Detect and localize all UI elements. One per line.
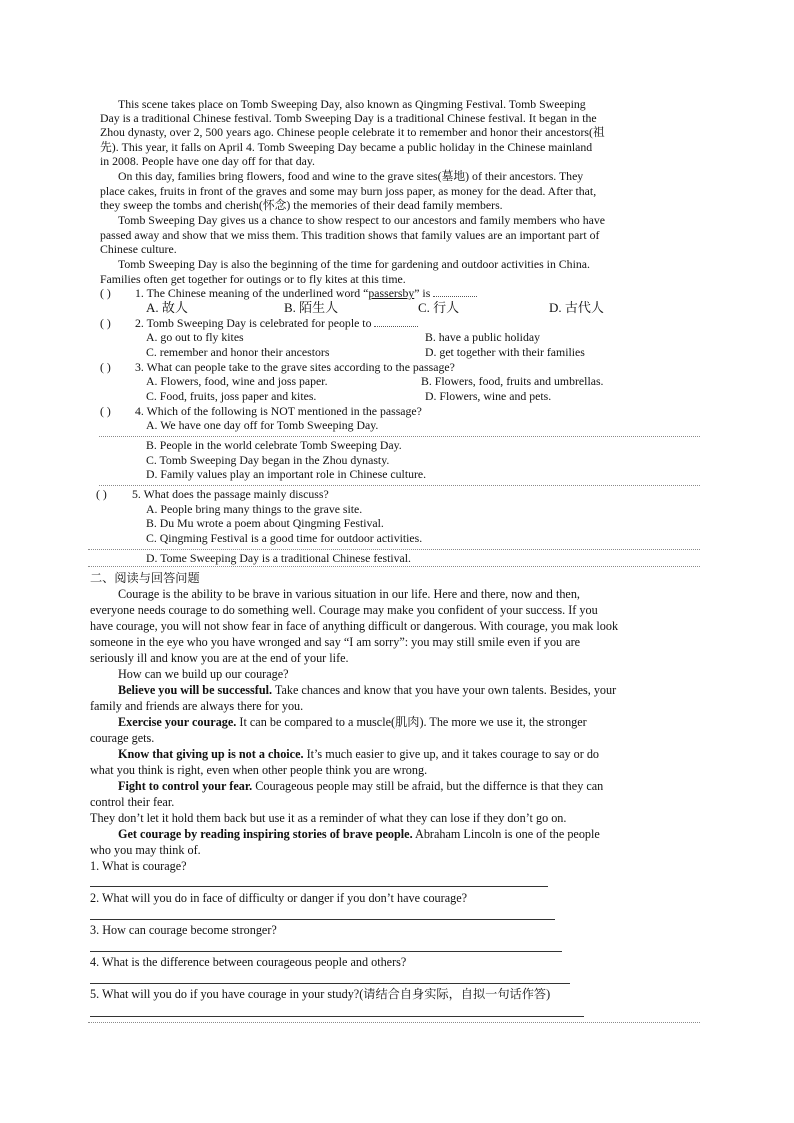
- passage-line: Day is a traditional Chinese festival. Tomb Sweeping Day is a traditional Chinese festival. It began in the: [100, 111, 597, 125]
- passage-line: place cakes, fruits in front of the graves and some may burn joss paper, as money for the dead. After that,: [100, 184, 597, 198]
- section-title: 二、阅读与回答问题: [90, 571, 200, 585]
- option-b[interactable]: B. 陌生人: [284, 300, 339, 315]
- answer-line-2[interactable]: [90, 919, 555, 920]
- option-b[interactable]: B. People in the world celebrate Tomb Sweeping Day.: [146, 438, 402, 452]
- answer-blank: [433, 286, 477, 297]
- open-question-3: 3. How can courage become stronger?: [90, 923, 277, 937]
- option-c[interactable]: C. Tomb Sweeping Day began in the Zhou dynasty.: [146, 453, 390, 467]
- tip-line: who you may think of.: [90, 843, 201, 857]
- tip-heading: Believe you will be successful.: [118, 683, 273, 697]
- option-c[interactable]: C. Food, fruits, joss paper and kites.: [146, 389, 317, 403]
- passage-line: Zhou dynasty, over 2, 500 years ago. Chinese people celebrate it to remember and honor their ancestors(祖: [100, 125, 605, 139]
- question-stem: 5. What does the passage mainly discuss?: [132, 487, 329, 501]
- option-b[interactable]: B. Flowers, food, fruits and umbrellas.: [421, 374, 604, 388]
- passage-line: someone in the eye who you have wronged and say “I am sorry”: you may still smile even if you are: [90, 635, 581, 649]
- passage-line: they sweep the tombs and cherish(怀念) the memories of their dead family members.: [100, 198, 503, 212]
- tip-line: They don’t let it hold them back but use it as a reminder of what they can lose if they don’t go on.: [90, 811, 567, 825]
- passage-line: Courage is the ability to be brave in various situation in our life. Here and there, now and then,: [118, 587, 580, 601]
- option-c[interactable]: C. Qingming Festival is a good time for outdoor activities.: [146, 531, 423, 545]
- passage-line: Families often get together for outings or to fly kites at this time.: [100, 272, 406, 286]
- open-question-2: 2. What will you do in face of difficulty or danger if you don’t have courage?: [90, 891, 468, 905]
- option-d[interactable]: D. 古代人: [549, 300, 604, 315]
- question-stem: [135, 286, 477, 300]
- tip-line: [118, 826, 600, 842]
- passage-line: Chinese culture.: [100, 242, 177, 256]
- answer-paren[interactable]: ( ): [100, 316, 111, 330]
- open-question-1: 1. What is courage?: [90, 859, 187, 873]
- option-a[interactable]: A. go out to fly kites: [146, 330, 244, 344]
- passage-line: passed away and show that we miss them. This tradition shows that family values are an important part of: [100, 228, 600, 242]
- answer-line-4[interactable]: [90, 983, 570, 984]
- option-a[interactable]: A. We have one day off for Tomb Sweeping Day.: [146, 418, 379, 432]
- question-stem: [135, 316, 418, 330]
- option-b[interactable]: B. have a public holiday: [425, 330, 540, 344]
- tip-heading: Know that giving up is not a choice.: [118, 747, 304, 761]
- stem-text: 1. The Chinese meaning of the underlined word “: [135, 286, 369, 300]
- question-stem: 4. Which of the following is NOT mentioned in the passage?: [135, 404, 422, 418]
- passage-line: 先). This year, it falls on April 4. Tomb Sweeping Day became a public holiday in the Chinese mainland: [100, 140, 593, 154]
- answer-line-3[interactable]: [90, 951, 562, 952]
- answer-paren[interactable]: ( ): [96, 487, 107, 501]
- option-c[interactable]: C. 行人: [418, 300, 460, 315]
- tip-heading: Get courage by reading inspiring stories of brave people.: [118, 827, 413, 841]
- option-a[interactable]: A. 故人: [146, 300, 188, 315]
- dotted-divider: [99, 436, 700, 437]
- tip-line: [118, 714, 587, 730]
- tip-text: Abraham Lincoln is one of the people: [412, 827, 600, 841]
- tip-heading: Fight to control your fear.: [118, 779, 253, 793]
- option-a[interactable]: A. People bring many things to the grave site.: [146, 502, 363, 516]
- tip-line: control their fear.: [90, 795, 175, 809]
- option-b[interactable]: B. Du Mu wrote a poem about Qingming Festival.: [146, 516, 384, 530]
- tip-line: [118, 778, 603, 794]
- tip-line: [118, 746, 599, 762]
- option-a[interactable]: A. Flowers, food, wine and joss paper.: [146, 374, 328, 388]
- passage-line: On this day, families bring flowers, food and wine to the grave sites(墓地) of their ancestors. They: [118, 169, 584, 183]
- answer-line-1[interactable]: [90, 886, 548, 887]
- open-question-5: 5. What will you do if you have courage in your study?(请结合自身实际，自拟一句话作答): [90, 987, 551, 1001]
- dotted-divider: [99, 485, 700, 486]
- question-stem: 3. What can people take to the grave sites according to the passage?: [135, 360, 455, 374]
- tip-text: It can be compared to a muscle(肌肉). The more we use it, the stronger: [236, 715, 587, 729]
- dotted-divider: [88, 1022, 700, 1023]
- tip-text: It’s much easier to give up, and it takes courage to say or do: [303, 747, 600, 761]
- answer-line-5[interactable]: [90, 1016, 584, 1017]
- dotted-divider: [88, 566, 700, 567]
- passage-line: Tomb Sweeping Day gives us a chance to show respect to our ancestors and family members who have: [118, 213, 605, 227]
- option-d[interactable]: D. Tome Sweeping Day is a traditional Chinese festival.: [146, 551, 411, 565]
- passage-line: have courage, you will not show fear in face of anything difficult or dangerous. With courage, you mak look: [90, 619, 619, 633]
- tip-line: family and friends are always there for you.: [90, 699, 304, 713]
- tip-text: Take chances and know that you have your own talents. Besides, your: [272, 683, 617, 697]
- open-question-4: 4. What is the difference between courageous people and others?: [90, 955, 407, 969]
- answer-paren[interactable]: ( ): [100, 360, 111, 374]
- tip-line: courage gets.: [90, 731, 155, 745]
- answer-blank: [374, 316, 418, 327]
- passage-line: Tomb Sweeping Day is also the beginning of the time for gardening and outdoor activities in China.: [118, 257, 590, 271]
- tip-text: Courageous people may still be afraid, but the differnce is that they can: [252, 779, 604, 793]
- stem-text: ” is: [414, 286, 431, 300]
- stem-text: 2. Tomb Sweeping Day is celebrated for people to: [135, 316, 372, 330]
- passage-line: in 2008. People have one day off for that day.: [100, 154, 315, 168]
- option-d[interactable]: D. Family values play an important role in Chinese culture.: [146, 467, 427, 481]
- answer-paren[interactable]: ( ): [100, 404, 111, 418]
- dotted-divider: [88, 549, 700, 550]
- passage-line: How can we build up our courage?: [118, 667, 289, 681]
- option-d[interactable]: D. get together with their families: [425, 345, 585, 359]
- tip-line: [118, 682, 616, 698]
- underlined-word: passersby: [368, 286, 415, 300]
- answer-paren[interactable]: ( ): [100, 286, 111, 300]
- passage-line: seriously ill and know you are at the end of your life.: [90, 651, 349, 665]
- passage-line: everyone needs courage to do something well. Courage may make you confident of your success. If you: [90, 603, 598, 617]
- tip-heading: Exercise your courage.: [118, 715, 237, 729]
- option-c[interactable]: C. remember and honor their ancestors: [146, 345, 330, 359]
- option-d[interactable]: D. Flowers, wine and pets.: [425, 389, 552, 403]
- passage-line: This scene takes place on Tomb Sweeping Day, also known as Qingming Festival. Tomb Sweeping: [118, 97, 586, 111]
- tip-line: what you think is right, even when other people think you are wrong.: [90, 763, 428, 777]
